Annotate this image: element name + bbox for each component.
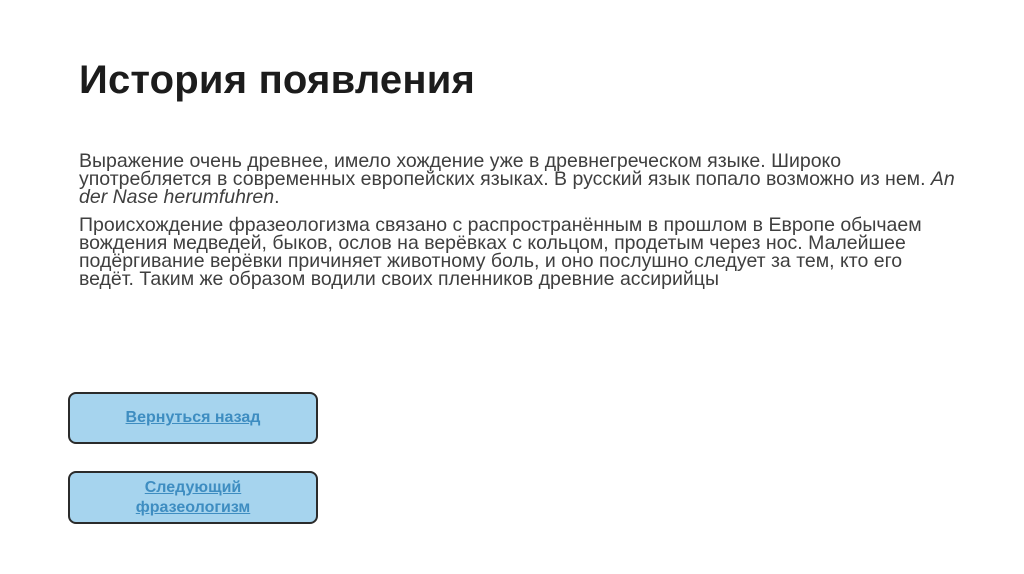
next-button-label-line2[interactable]: фразеологизм <box>135 498 251 516</box>
back-button[interactable] <box>68 392 318 444</box>
paragraph-origin-custom: Происхождение фразеологизма связано с распространённым в прошлом в Европе обычаем вождения медведей, быков, ослов на верёвках с кольцом, продетым через нос. Малейшее подёргивание верёвки причиняет животному боль, и оно послушно следует за тем, кто его ведёт. Таким же образом водили своих пленников древние ассирийцы <box>79 214 922 290</box>
paragraph-origin-language <box>79 152 959 206</box>
slide-body <box>79 152 959 298</box>
back-button-label[interactable]: Вернуться назад <box>125 409 261 426</box>
next-button-label[interactable] <box>136 478 251 518</box>
slide-title: История появления <box>79 58 476 102</box>
paragraph-origin-end: . <box>274 186 280 208</box>
paragraph-origin-text: Выражение очень древнее, имело хождение уже в древнегреческом языке. Широко употребляется в современных европейских языках. В русский язык попало возможно из нем. <box>79 150 931 190</box>
next-button-label-line1[interactable]: Следующий <box>144 478 242 496</box>
next-phraseologism-button[interactable] <box>68 471 318 524</box>
german-phrase: An der Nase herumfuhren <box>79 168 955 208</box>
